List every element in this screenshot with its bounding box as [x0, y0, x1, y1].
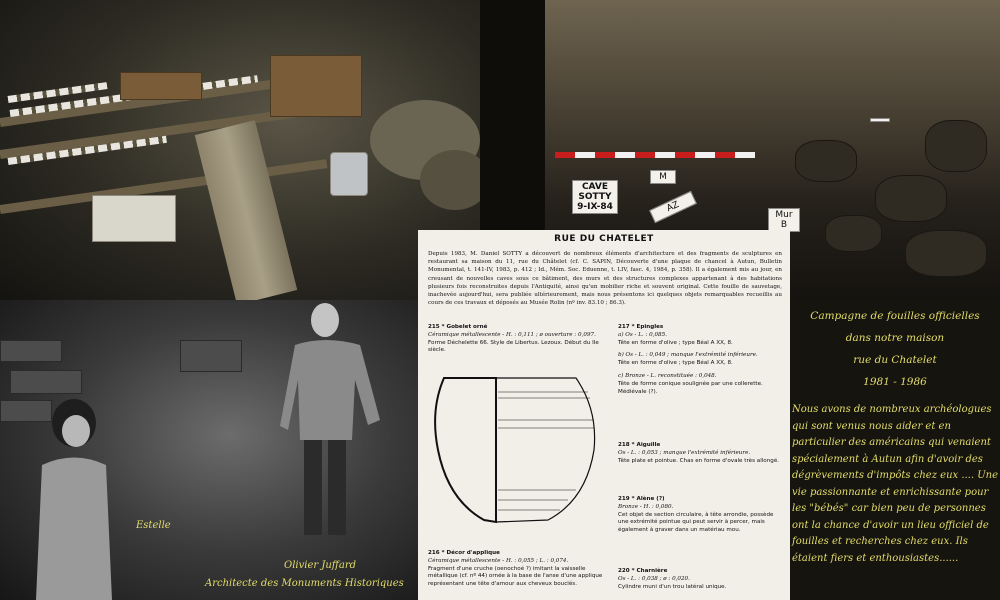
caption-line-street: rue du Chatelet [853, 354, 937, 366]
entry-dimensions: c) Bronze - L. reconstituée : 0,048. [618, 372, 717, 379]
entry-heading: 215 * Gobelet orné [428, 324, 488, 330]
wooden-plank [195, 120, 297, 300]
rubble-pile [420, 150, 480, 210]
catalogue-entry-215 [428, 324, 603, 355]
man-figure [280, 300, 390, 550]
entry-description: Tête de forme conique soulignée par une collerette. Médiévale (?). [618, 380, 763, 395]
architect-name-caption: Olivier Juffard [284, 560, 356, 571]
entry-description: Tête en forme d'olive ; type Béal A XX, 8. [618, 339, 733, 346]
cave-sotty-tag [572, 180, 618, 214]
stone [825, 215, 882, 252]
catalogue-entry-217 [618, 324, 783, 396]
entry-dimensions: Bronze - H. : 0,080. [618, 503, 674, 510]
architect-title-caption: Architecte des Monuments Historiques [205, 578, 404, 589]
estelle-caption: Estelle [136, 520, 171, 531]
entry-dimensions: a) Os - L. : 0,085. [618, 331, 667, 338]
catalogue-entry-219 [618, 496, 783, 535]
dark-gap [480, 0, 545, 230]
cave-label-text: CAVE SOTTY [578, 182, 612, 202]
stone [875, 175, 947, 222]
goblet-drawing [426, 370, 606, 530]
small-tag: Mur B [768, 208, 800, 232]
date-label-text: 9-IX-84 [577, 202, 613, 212]
brick [180, 340, 242, 372]
entry-dimensions: b) Os - L. : 0,049 ; manque l'extrémité inférieure. [618, 352, 758, 359]
stone [925, 120, 987, 172]
entry-dimensions: Céramique métallescente - H. : 0,111 ; ø ouverture : 0,097. [428, 331, 596, 338]
measuring-scale [555, 152, 755, 158]
entry-heading: 218 * Aiguille [618, 442, 661, 448]
small-tag [870, 118, 890, 122]
wooden-crate [120, 72, 202, 100]
small-tag: M [650, 170, 676, 184]
cardboard-box [92, 195, 176, 242]
entry-description: Cylindre muni d'un trou latéral unique. [618, 583, 727, 590]
entry-description: Cet objet de section circulaire, à tête arrondie, possède une extrémité pointue qui peut servir à percer, mais également à graver dans un matériau mou. [618, 511, 774, 534]
entry-heading: 217 * Epingles [618, 324, 664, 330]
entry-heading: 216 * Décor d'applique [428, 550, 500, 556]
catalogue-entry-216 [428, 550, 603, 589]
small-tag: AZ [649, 191, 697, 223]
black-white-excavation-photo [0, 300, 418, 600]
entry-heading: 220 * Charnière [618, 568, 668, 574]
caption-panel [790, 298, 1000, 600]
catalogue-entry-218 [618, 442, 783, 465]
woman-figure [24, 395, 124, 600]
brick [0, 340, 62, 362]
caption-body: Nous avons de nombreux archéologues qui sont venus nous aider et en particulier des américains qui venaient spécialement à Autun afin d'avoir des dégrèvements d'impôts chez eux .... Une vie passionnante et enrichissante pour les "bébés" car bien peu de personnes ont la chance d'avoir un lieu officiel de fouilles et recherches chez eux. Ils étaient fiers et enthousiastes...... [792, 404, 999, 564]
entry-description: Tête plate et pointue. Chas en forme d'ovale très allongé. [618, 457, 780, 464]
entry-dimensions: Céramique métallescente - H. : 0,055 ; L. : 0,074. [428, 557, 569, 564]
entry-dimensions: Os - L. : 0,053 ; manque l'extrémité inférieure. [618, 449, 751, 456]
brick [10, 370, 82, 394]
document-intro: Depuis 1983, M. Daniel SOTTY a découvert de nombreux éléments d'architecture et des fragments de sculptures en restaurant sa maison du 11, rue du Châtelet (cf. C. SAPIN, Découverte d'une plaque de chancel à Autun, Bulletin Monumental, t. 141-IV, 1983, p. 412 ; Id., Mém. Soc. Eduenne, t. LIV, fasc. 4, 1984, p. 358). Il a également mis au jour, en creusant de nouvelles caves sous ce bâtiment, des murs et des structures complexes appartenant à des habitations plusieurs fois reconstruites depuis l'Antiquité, ainsi qu'un mobilier riche et souvent original. Cette fouille de sauvetage, inachevée aujourd'hui, sera publiée ultérieurement, mais nous présentons ici quelques objets remarquables recueillis au cours de ces travaux et déposés au Musée Rolin (nº inv. 83.10 ; 86.3). [428, 251, 782, 307]
stone [905, 230, 987, 277]
entry-heading: 219 * Alène (?) [618, 496, 665, 502]
caption-line-campaign: Campagne de fouilles officielles [810, 310, 980, 322]
entry-dimensions: Os - L. : 0,038 ; ø : 0,020. [618, 575, 690, 582]
entry-description: Fragment d'une cruche (oenochoé ?) imitant la vaisselle métallique (cf. nº 44) ornée à la base de l'anse d'une applique représentant une tête d'amour aux cheveux bouclés. [428, 565, 603, 588]
wooden-crate [270, 55, 362, 117]
document-title: RUE DU CHATELET [554, 234, 654, 244]
catalogue-entry-220 [618, 568, 783, 591]
cellar-shelves-photo [0, 0, 480, 300]
stone [795, 140, 857, 182]
entry-description: Forme Déchelette 66. Style de Libertus. Lezoux. Début du IIe siècle. [428, 339, 599, 354]
catalogue-page [418, 230, 790, 600]
bucket [330, 152, 368, 196]
caption-line-house: dans notre maison [845, 332, 945, 344]
entry-description: Tête en forme d'olive ; type Béal A XX, 8. [618, 360, 733, 367]
caption-line-years: 1981 - 1986 [863, 376, 927, 388]
